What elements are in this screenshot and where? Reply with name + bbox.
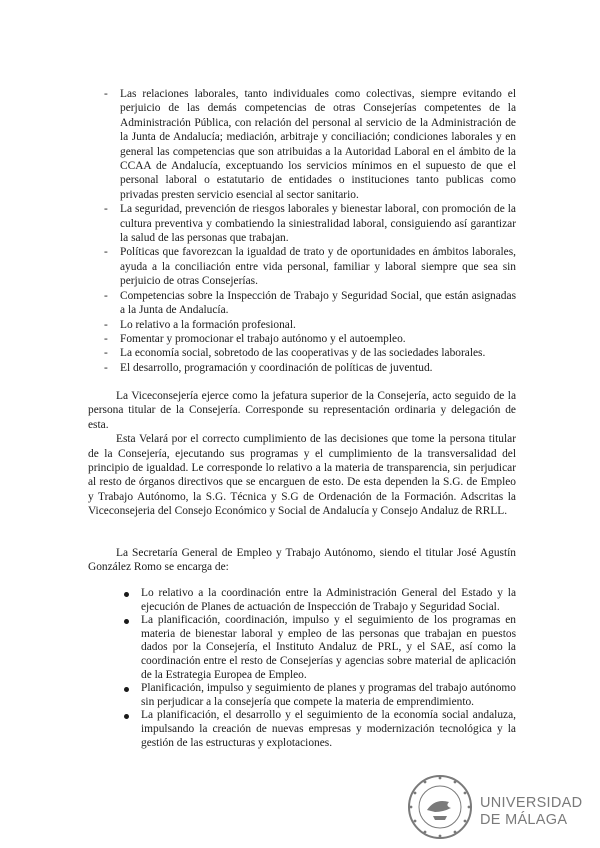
list-item-text: Planificación, impulso y seguimiento de planes y programas del trabajo autónomo sin perjudicar a la consejería que compete la materia de emprendimiento. <box>141 682 516 708</box>
list-item <box>104 245 516 288</box>
secretaria-section <box>88 546 516 575</box>
list-item-text: Competencias sobre la Inspección de Trabajo y Seguridad Social, que están asignadas a la Junta de Andalucía. <box>120 289 516 317</box>
list-item <box>104 87 516 202</box>
university-name <box>480 795 582 829</box>
list-marker: - <box>104 318 108 331</box>
list-item <box>104 361 516 375</box>
list-marker: - <box>104 332 108 345</box>
bullet-icon <box>124 619 129 624</box>
list-item <box>104 202 516 245</box>
list-item-text: Políticas que favorezcan la igualdad de trato y de oportunidades en ámbitos laborales, ayuda a la conciliación entre vida personal, familiar y laboral siempre que sea sin perjuicio de otras Consejerías. <box>120 246 516 288</box>
list-item <box>124 709 516 750</box>
viceconsejeria-section <box>88 389 516 519</box>
list-item <box>124 614 516 682</box>
list-marker: - <box>104 361 108 374</box>
secretaria-intro: La Secretaría General de Empleo y Trabajo Autónomo, siendo el titular José Agustín González Romo se encarga de: <box>88 547 516 574</box>
viceconsejeria-paragraph-2: Esta Velará por el correcto cumplimiento de las decisiones que tome la persona titular de la Consejería, ejecutando sus programas y el cumplimiento de la transversalidad del principio de igualdad. Le corresponde lo relativo a la materia de transparencia, sin perjudicar al resto de órganos directivos que se encarguen de esto. De esta dependen la S.G. de Empleo y Trabajo Autónomo, la S.G. Técnica y S.G de Ordenación de la Formación. Adscritas la Viceconsejeria del Consejo Económico y Social de Andalucía y Consejo Andaluz de RRLL. <box>88 433 516 518</box>
list-marker: - <box>104 246 108 259</box>
bullet-icon <box>124 687 129 692</box>
list-item <box>124 682 516 709</box>
list-item-text: La planificación, el desarrollo y el seguimiento de la economía social andaluza, impulsando la creación de nuevas empresas y modernización tecnológica y la gestión de las estructuras y explotaciones. <box>141 709 516 749</box>
list-item-text: El desarrollo, programación y coordinación de políticas de juventud. <box>120 361 433 374</box>
list-marker: - <box>104 203 108 216</box>
list-marker: - <box>104 289 108 302</box>
viceconsejeria-paragraph-1: La Viceconsejería ejerce como la jefatura superior de la Consejería, acto seguido de la persona titular de la Consejería. Corresponde su representación ordinaria y delegación de esta. <box>88 390 516 431</box>
list-item <box>124 587 516 614</box>
list-item <box>104 289 516 318</box>
list-item-text: Lo relativo a la coordinación entre la Administración General del Estado y la ejecución de Planes de actuación de Inspección de Trabajo y Seguridad Social. <box>141 587 516 613</box>
list-item-text: Lo relativo a la formación profesional. <box>120 318 296 331</box>
list-item-text: Las relaciones laborales, tanto individuales como colectivas, siempre evitando el perjuicio de las demás competencias de otras Consejerías competentes de la Administración Pública, con relación del personal al servicio de la Administración de la Junta de Andalucía; mediación, arbitraje y conciliación; condiciones laborales y en general las competencias que son atribuidas a la Autoridad Laboral en el ámbito de la CCAA de Andalucía, exceptuando los servicios mínimos en el supuesto de que el personal laboral o estatutario de entidades o instituciones tanto publicas como privadas presten servicio esencial al sector sanitario. <box>120 88 516 201</box>
university-name-line-2: DE MÁLAGA <box>480 812 568 828</box>
bullet-icon <box>124 592 129 597</box>
list-item-text: La economía social, sobretodo de las cooperativas y de las sociedades laborales. <box>120 347 486 360</box>
competencias-list <box>104 87 516 375</box>
list-item <box>104 346 516 360</box>
bullet-icon <box>124 714 129 719</box>
list-item <box>104 332 516 346</box>
university-logo <box>405 772 583 842</box>
list-marker: - <box>104 88 108 100</box>
list-marker: - <box>104 347 108 360</box>
secretaria-list <box>124 587 516 750</box>
university-seal-icon <box>405 772 475 842</box>
list-item <box>104 318 516 332</box>
university-name-line-1: UNIVERSIDAD <box>480 795 583 811</box>
list-item-text: La seguridad, prevención de riesgos laborales y bienestar laboral, con promoción de la cultura preventiva y combatiendo la siniestralidad laboral, consiguiendo así garantizar la salud de las personas que trabajan. <box>120 203 516 245</box>
list-item-text: La planificación, coordinación, impulso y el seguimiento de los programas en materia de bienestar laboral y empleo de las personas que trabajan en puestos dados por la Consejería, el Instituto Andaluz de PRL, y el SAE, así como la coordinación entre el resto de Consejerías y agencias sobre material de aplicación de la Estrategia Europea de Empleo. <box>141 614 516 681</box>
list-item-text: Fomentar y promocionar el trabajo autónomo y el autoempleo. <box>120 332 406 345</box>
